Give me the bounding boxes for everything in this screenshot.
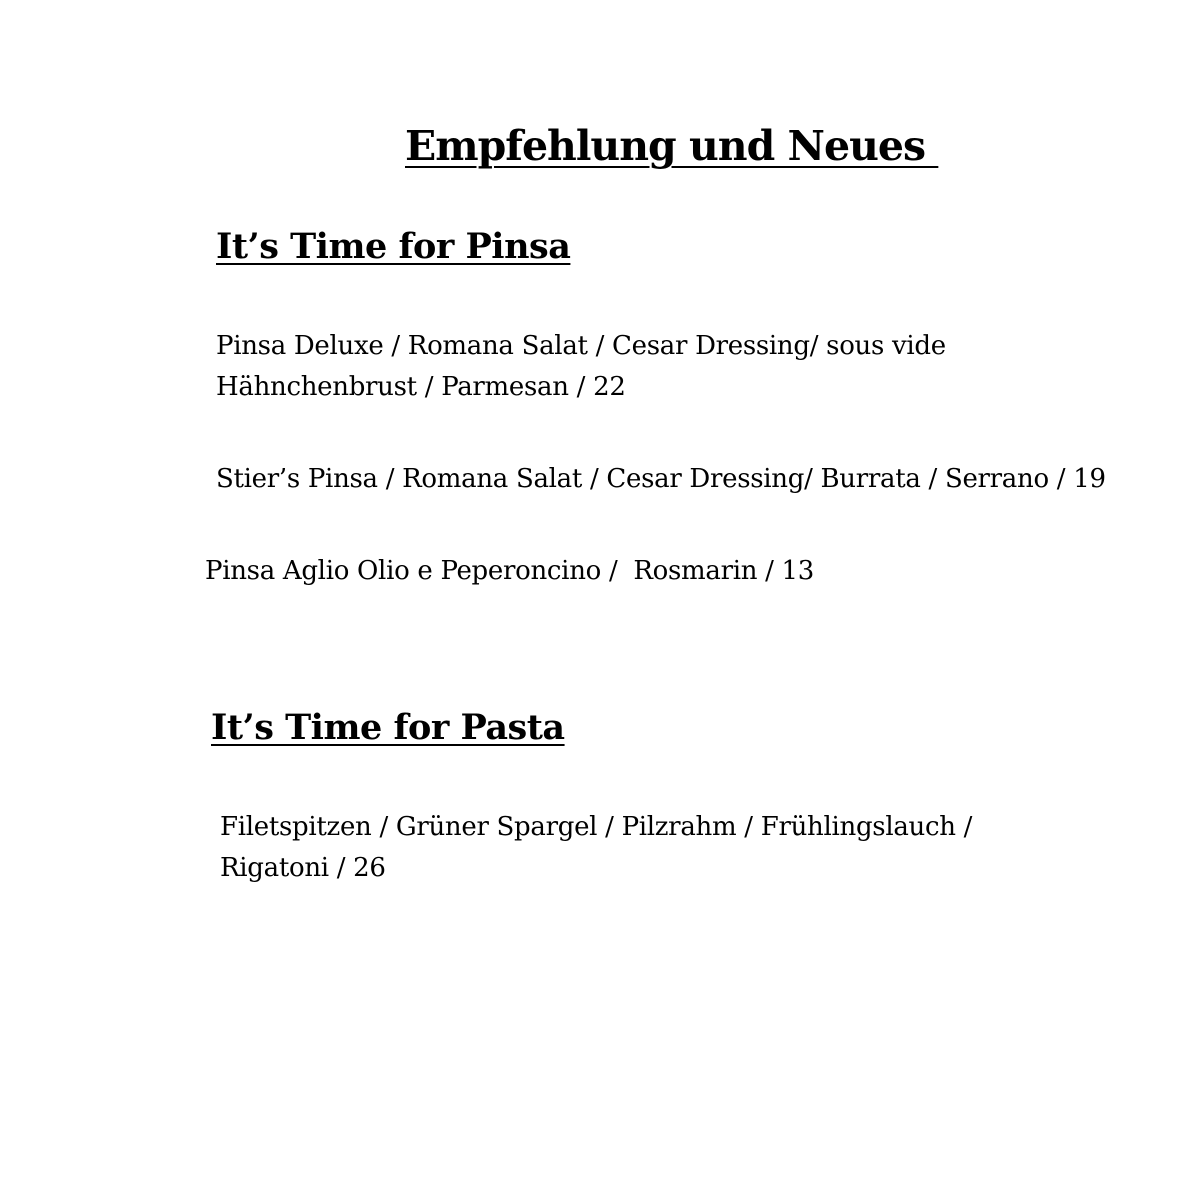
menu-item-pinsa-aglio-olio <box>205 551 814 592</box>
menu-item-text: Pinsa Deluxe / Romana Salat / Cesar Dressing/ sous vide <box>216 331 946 361</box>
section-heading-pinsa: It’s Time for Pinsa <box>216 226 571 267</box>
menu-item-text: Filetspitzen / Grüner Spargel / Pilzrahm / Frühlingslauch / <box>220 812 973 842</box>
menu-item-pinsa-deluxe <box>216 326 946 408</box>
menu-item-text: Rigatoni / 26 <box>220 853 386 883</box>
menu-item-text: Stier’s Pinsa / Romana Salat / Cesar Dressing/ Burrata / Serrano / 19 <box>216 464 1106 494</box>
page-title: Empfehlung und Neues <box>405 122 939 170</box>
menu-item-text: Pinsa Aglio Olio e Peperoncino / Rosmarin / 13 <box>205 556 815 586</box>
section-heading-pasta: It’s Time for Pasta <box>211 707 565 748</box>
menu-item-stiers-pinsa <box>216 459 1106 500</box>
menu-item-text: Hähnchenbrust / Parmesan / 22 <box>216 372 626 402</box>
menu-item-filetspitzen <box>220 807 972 889</box>
